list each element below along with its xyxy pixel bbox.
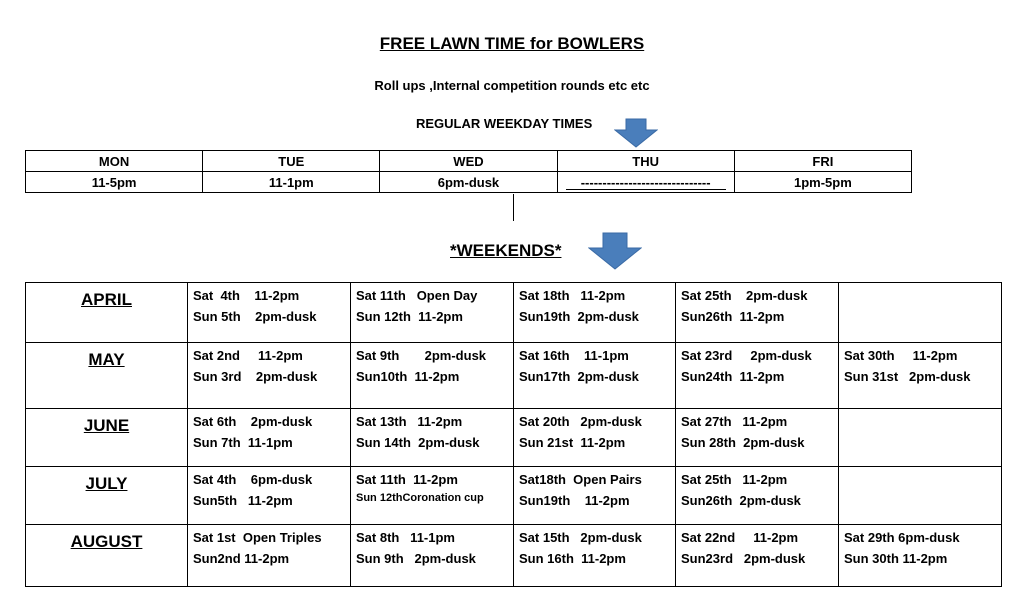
sunday-entry: Sun26th 2pm-dusk (681, 493, 801, 508)
saturday-entry: Sat 4th 6pm-dusk (193, 472, 313, 487)
weekday-header-thu: THU (557, 151, 734, 172)
schedule-cell (514, 409, 676, 467)
thu-dash-line: ------------------------------ (566, 176, 726, 190)
schedule-cell (839, 343, 1002, 409)
weekday-time-thu (557, 172, 734, 193)
sunday-entry: Sun 16th 11-2pm (519, 551, 626, 566)
saturday-entry: Sat 8th 11-1pm (356, 530, 455, 545)
sunday-entry: Sun 3rd 2pm-dusk (193, 369, 318, 384)
weekend-schedule-table (25, 282, 1002, 587)
month-row (26, 525, 1002, 587)
down-arrow-icon (614, 118, 658, 148)
sunday-entry: Sun23rd 2pm-dusk (681, 551, 806, 566)
sunday-entry: Sun17th 2pm-dusk (519, 369, 639, 384)
weekday-header-wed: WED (380, 151, 557, 172)
saturday-entry: Sat 27th 11-2pm (681, 414, 788, 429)
sunday-entry: Sun10th 11-2pm (356, 369, 460, 384)
month-label: JULY (26, 467, 188, 525)
saturday-entry: Sat 9th 2pm-dusk (356, 348, 487, 363)
schedule-cell (514, 283, 676, 343)
saturday-entry: Sat 23rd 2pm-dusk (681, 348, 812, 363)
sunday-entry: Sun 9th 2pm-dusk (356, 551, 476, 566)
schedule-cell (351, 409, 514, 467)
down-arrow-icon (588, 232, 642, 270)
schedule-cell (839, 283, 1002, 343)
weekday-time-wed: 6pm-dusk (380, 172, 557, 193)
saturday-entry: Sat 2nd 11-2pm (193, 348, 303, 363)
sunday-entry: Sun 5th 2pm-dusk (193, 309, 317, 324)
sunday-entry: Sun 14th 2pm-dusk (356, 435, 480, 450)
saturday-entry: Sat 13th 11-2pm (356, 414, 463, 429)
saturday-entry: Sat 6th 2pm-dusk (193, 414, 313, 429)
schedule-cell (676, 283, 839, 343)
schedule-cell (351, 343, 514, 409)
month-label: JUNE (26, 409, 188, 467)
sunday-entry: Sun24th 11-2pm (681, 369, 785, 384)
schedule-cell (514, 343, 676, 409)
schedule-cell (188, 283, 351, 343)
regular-weekday-label: REGULAR WEEKDAY TIMES (416, 116, 593, 131)
weekday-header-tue: TUE (203, 151, 380, 172)
weekends-title: *WEEKENDS* (450, 241, 562, 260)
sunday-entry: Sun2nd 11-2pm (193, 551, 290, 566)
schedule-cell (676, 467, 839, 525)
schedule-cell (839, 467, 1002, 525)
saturday-entry: Sat 11th 11-2pm (356, 472, 458, 487)
schedule-cell (514, 467, 676, 525)
schedule-cell (839, 525, 1002, 587)
schedule-cell (188, 525, 351, 587)
page-title: FREE LAWN TIME for BOWLERS (379, 34, 645, 53)
sunday-entry: Sun 12th 11-2pm (356, 309, 463, 324)
month-row (26, 283, 1002, 343)
schedule-cell (676, 409, 839, 467)
month-label: APRIL (26, 283, 188, 343)
schedule-cell (351, 283, 514, 343)
weekday-times-table (25, 150, 912, 193)
saturday-entry: Sat18th Open Pairs (519, 472, 642, 487)
weekday-time-fri: 1pm-5pm (734, 172, 911, 193)
month-row (26, 343, 1002, 409)
saturday-entry: Sat 25th 2pm-dusk (681, 288, 808, 303)
sunday-entry: Sun19th 11-2pm (519, 493, 630, 508)
saturday-entry: Sat 18th 11-2pm (519, 288, 626, 303)
sunday-entry: Sun26th 11-2pm (681, 309, 785, 324)
weekday-header-fri: FRI (734, 151, 911, 172)
month-label: MAY (26, 343, 188, 409)
sunday-entry: Sun5th 11-2pm (193, 493, 293, 508)
schedule-cell (351, 525, 514, 587)
schedule-cell (188, 343, 351, 409)
saturday-entry: Sat 1st Open Triples (193, 530, 322, 545)
saturday-entry: Sat 11th Open Day (356, 288, 478, 303)
weekday-time-tue: 11-1pm (203, 172, 380, 193)
sunday-entry: Sun 7th 11-1pm (193, 435, 293, 450)
schedule-cell (676, 343, 839, 409)
sunday-entry: Sun 30th 11-2pm (844, 551, 948, 566)
schedule-cell (188, 409, 351, 467)
schedule-cell (839, 409, 1002, 467)
saturday-entry: Sat 15th 2pm-dusk (519, 530, 642, 545)
month-label: AUGUST (26, 525, 188, 587)
schedule-cell (188, 467, 351, 525)
saturday-entry: Sat 20th 2pm-dusk (519, 414, 642, 429)
sunday-entry: Sun 28th 2pm-dusk (681, 435, 805, 450)
schedule-cell (351, 467, 514, 525)
saturday-entry: Sat 16th 11-1pm (519, 348, 629, 363)
sunday-entry: Sun 31st 2pm-dusk (844, 369, 971, 384)
saturday-entry: Sat 22nd 11-2pm (681, 530, 799, 545)
saturday-entry: Sat 4th 11-2pm (193, 288, 300, 303)
saturday-entry: Sat 29th 6pm-dusk (844, 530, 960, 545)
sunday-entry: Sun 21st 11-2pm (519, 435, 626, 450)
schedule-cell (514, 525, 676, 587)
saturday-entry: Sat 25th 11-2pm (681, 472, 788, 487)
month-row (26, 467, 1002, 525)
weekday-header-mon: MON (26, 151, 203, 172)
sunday-entry: Sun 12thCoronation cup (356, 492, 484, 504)
sunday-entry: Sun19th 2pm-dusk (519, 309, 639, 324)
weekday-time-mon: 11-5pm (26, 172, 203, 193)
page-subtitle: Roll ups ,Internal competition rounds etc etc (374, 78, 650, 93)
saturday-entry: Sat 30th 11-2pm (844, 348, 958, 363)
divider-line (513, 194, 514, 221)
month-row (26, 409, 1002, 467)
schedule-cell (676, 525, 839, 587)
